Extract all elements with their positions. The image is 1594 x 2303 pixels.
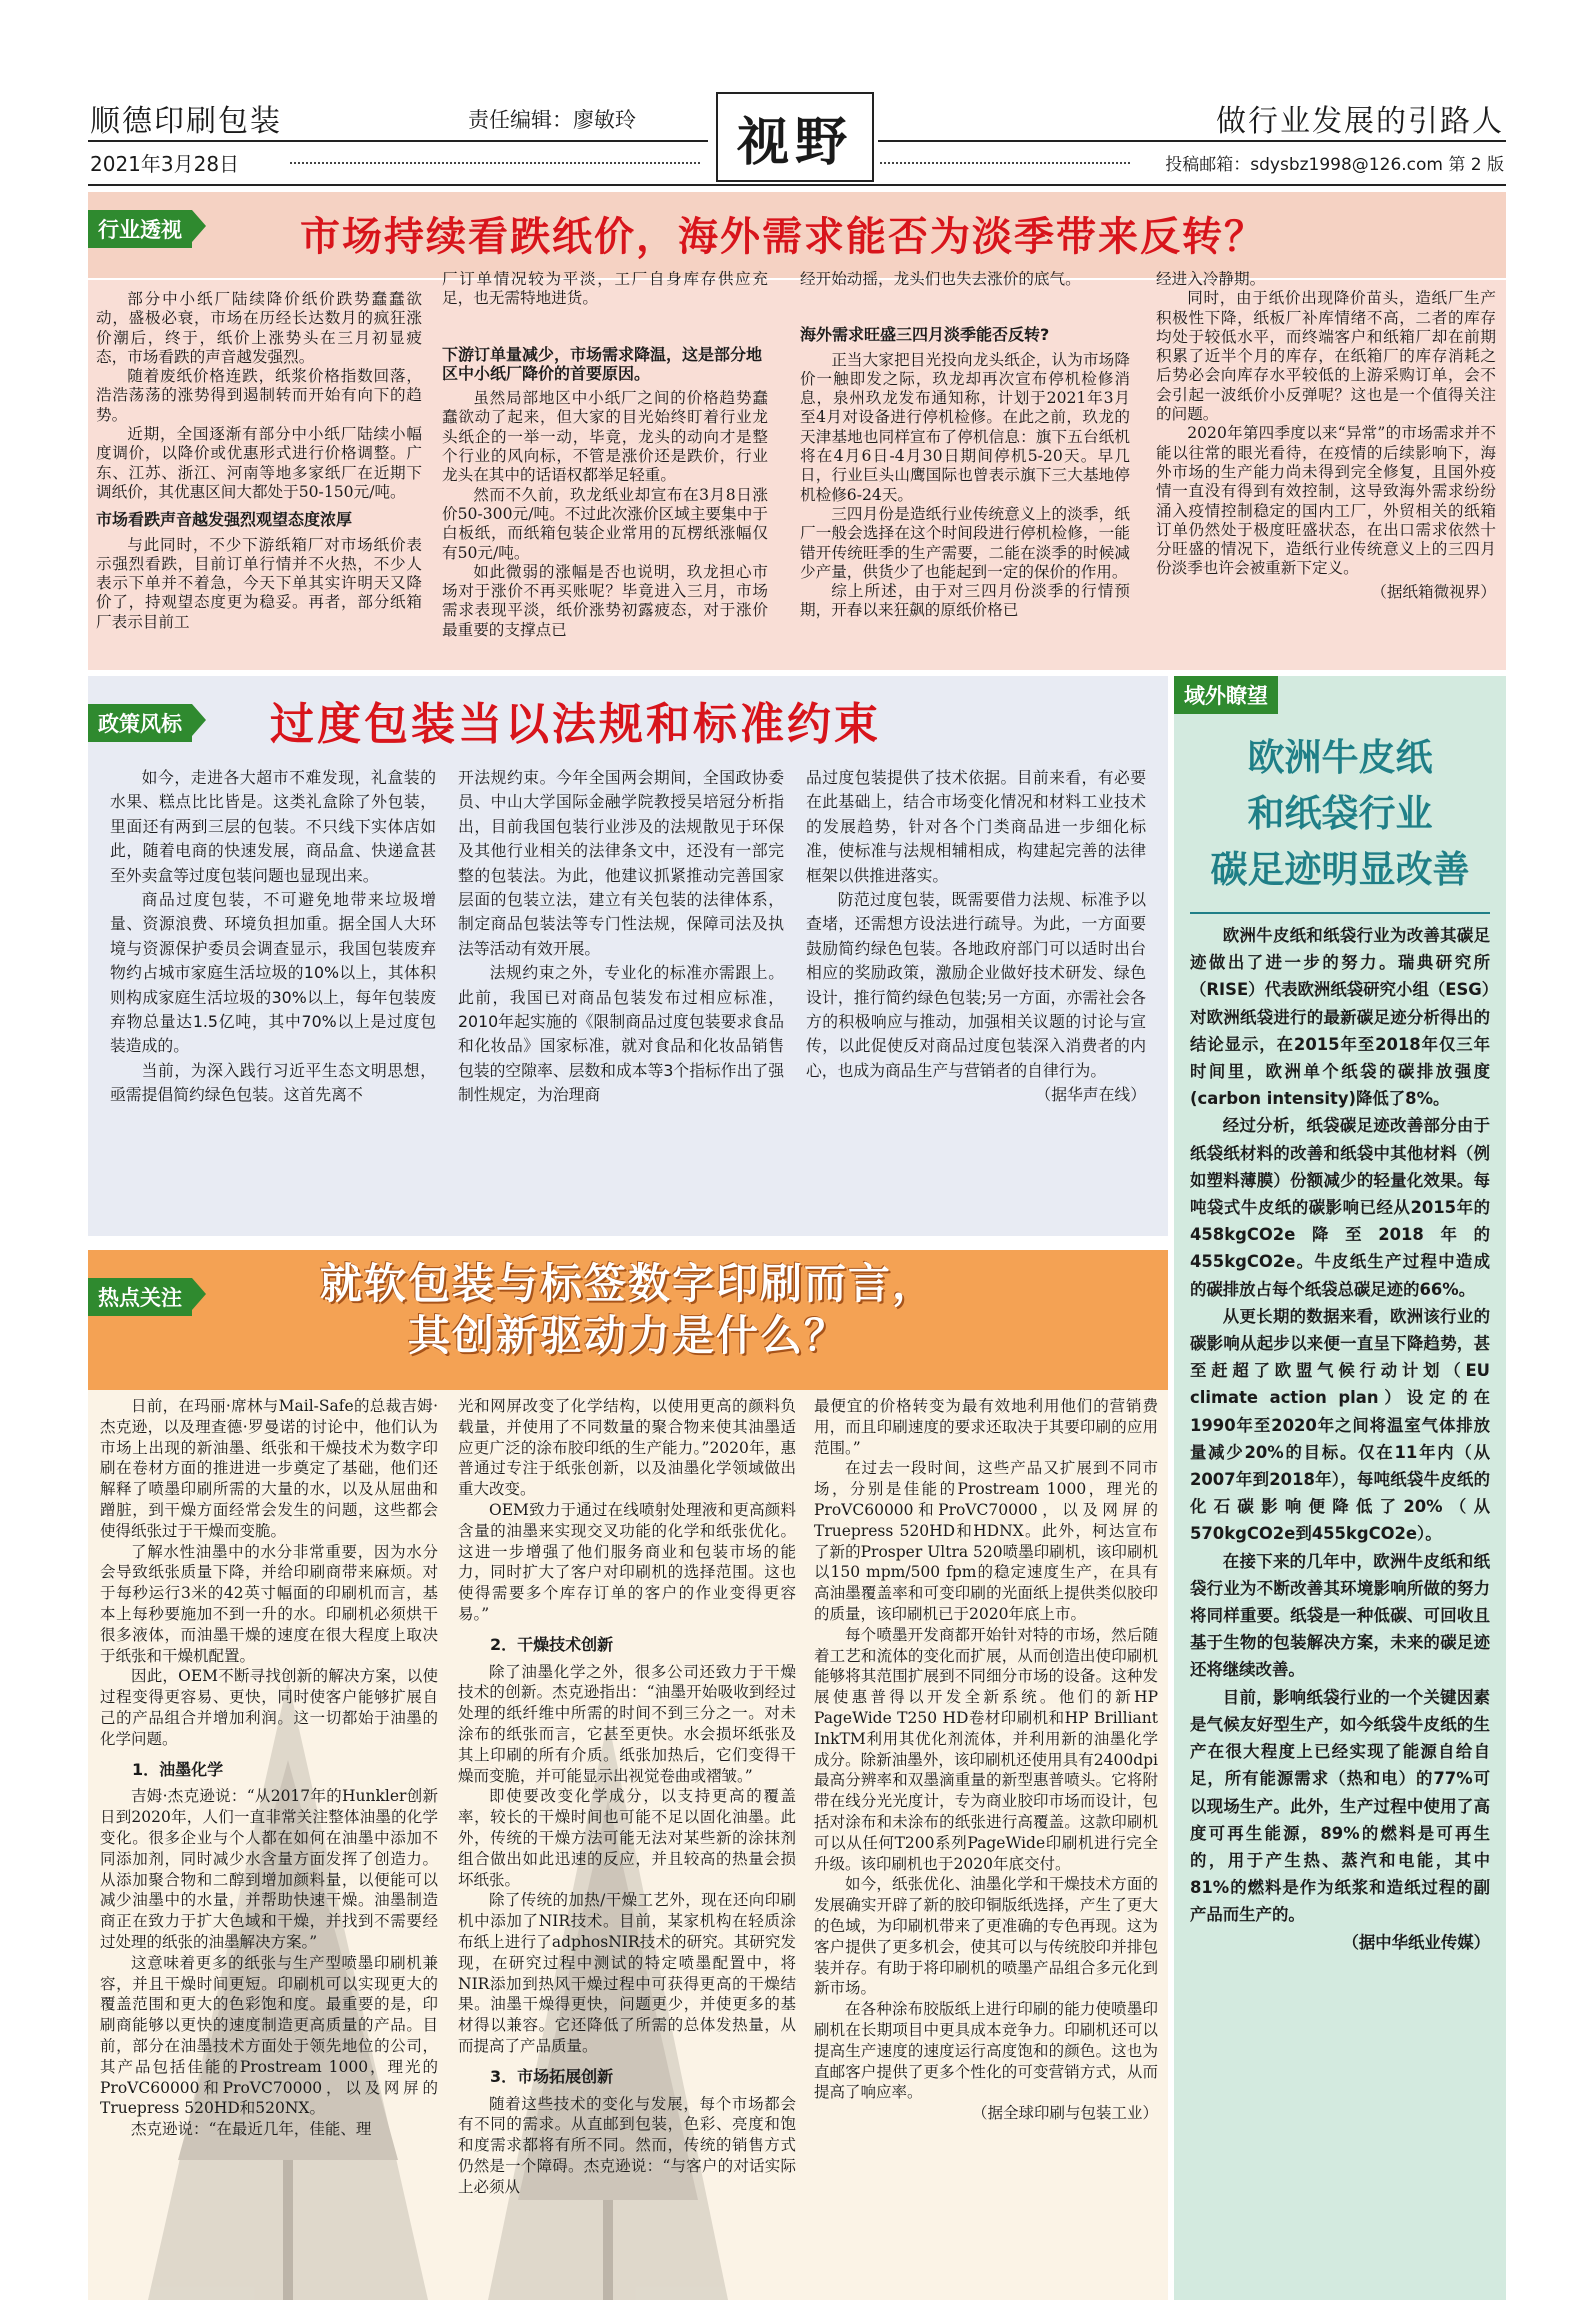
paragraph: 欧洲牛皮纸和纸袋行业为改善其碳足迹做出了进一步的努力。瑞典研究所（RISE）代表欧洲纸袋研究小组（ESG）对欧洲纸袋进行的最新碳足迹分析得出的结论显示，在2015年至2018年仅三年时间里，欧洲单个纸袋的碳排放强度(carbon intensity)降低了8%。 xyxy=(1190,926,1490,1109)
article1-subheading: 海外需求旺盛三四月淡季能否反转? xyxy=(800,325,1050,345)
paragraph: 如此微弱的涨幅是否也说明，玖龙担心市场对于涨价不再买账呢？毕竟进入三月，市场需求表现平淡，纸价涨势初露疲态，对于涨价最重要的支撑点已 xyxy=(442,562,768,639)
article1-col4 xyxy=(1156,270,1496,602)
article1-source: （据纸箱微视界） xyxy=(1371,582,1496,601)
article1-title: 市场持续看跌纸价，海外需求能否为淡季带来反转？ xyxy=(300,214,1266,260)
paragraph: 了解水性油墨中的水分非常重要，因为水分会导致纸张质量下降，并给印刷商带来麻烦。对于每秒运行3米的42英寸幅面的印刷机而言，基本上每秒要施加不到一升的水。印刷机必须烘干很多液体，而油墨干燥的速度在很大程度上取决于纸张和干燥机配置。 xyxy=(100,1542,438,1665)
paragraph: 防范过度包装，既需要借力法规、标准予以查堵，还需想方设法进行疏导。为此，一方面要鼓励简约绿色包装。各地政府部门可以适时出台相应的奖励政策，激励企业做好技术研发、绿色设计，推行简约绿色包装;另一方面，亦需社会各方的积极响应与推动，加强相关议题的讨论与宣传，以此促使反对商品过度包装深入消费者的内心，也成为商品生产与营销者的自律行为。 xyxy=(806,890,1146,1080)
article3-col2 xyxy=(458,1396,796,2197)
paragraph: 经过分析，纸袋碳足迹改善部分由于纸袋纸材料的改善和纸袋中其他材料（例如塑料薄膜）份额减少的轻量化效果。每吨袋式牛皮纸的碳影响已经从2015年的458kgCO2e降至2018年的455kgCO2e。牛皮纸生产过程中造成的碳排放占每个纸袋总碳足迹的66%。 xyxy=(1190,1116,1490,1299)
article3-subheading: 1．油墨化学 xyxy=(132,1759,224,1779)
editor-credit: 责任编辑：廖敏玲 xyxy=(468,108,636,132)
paragraph: 2020年第四季度以来“异常”的市场需求并不能以往常的眼光看待，在疫情的后续影响下，海外市场的生产能力尚未得到完全修复，且国外疫情一直没有得到有效控制，这导致海外需求纷纷涌入疫情控制稳定的国内工厂，外贸相关的纸箱订单仍然处于极度旺盛状态，在出口需求依然十分旺盛的情况下，造纸行业传统意义上的三四月份淡季也许会被重新下定义。 xyxy=(1156,424,1496,578)
paragraph: 如今，纸张优化、油墨化学和干燥技术方面的发展确实开辟了新的胶印铜版纸选择，产生了更大的色域，为印刷机带来了更准确的专色再现。这为客户提供了更多机会，使其可以与传统胶印并排包装并存。有助于将印刷机的喷墨产品组合多元化到新市场。 xyxy=(814,1875,1158,1998)
paragraph: 杰克逊说：“在最近几年，佳能、理 xyxy=(131,2120,372,2139)
article2-col2 xyxy=(458,766,784,1108)
paragraph: 如今，走进各大超市不难发现，礼盒装的水果、糕点比比皆是。这类礼盒除了外包装，里面还有两到三层的包装。不只线下实体店如此，随着电商的快速发展，商品盒、快递盒甚至外卖盒等过度包装问题也显现出来。 xyxy=(110,768,436,885)
paragraph: 在过去一段时间，这些产品又扩展到不同市场，分别是佳能的Prostream 1000，理光的ProVC60000和ProVC70000，以及网屏的Truepress 520HD和HDNX。此外，柯达宣布了新的Prosper Ultra 520喷墨印刷机，该印刷机以150 mpm/500 fpm的稳定速度生产，在具有高油墨覆盖率和可变印刷的光面纸上提供类似胶印的质量，该印刷机已于2020年底上市。 xyxy=(814,1459,1158,1623)
paragraph: 然而不久前，玖龙纸业却宣布在3月8日涨价50-300元/吨。不过此次涨价区域主要集中于白板纸，而纸箱包装企业常用的瓦楞纸涨幅仅有50元/吨。 xyxy=(442,485,768,562)
paragraph: 当前，为深入践行习近平生态文明思想，亟需提倡简约绿色包装。这首先离不 xyxy=(110,1060,436,1105)
sidebar-title xyxy=(1174,730,1506,898)
paragraph: 目前，影响纸袋行业的一个关键因素是气候友好型生产，如今纸袋牛皮纸的生产在很大程度上已经实现了能源自给自足，所有能源需求（热和电）的77%可以现场生产。此外，生产过程中使用了高度可再生能源，89%的燃料是可再生的，用于产生热、蒸汽和电能，其中81%的燃料是作为纸浆和造纸过程的副产品而生产的。 xyxy=(1190,1687,1490,1925)
article3-col3 xyxy=(814,1396,1158,2124)
article3-title-line: 就软包装与标签数字印刷而言， xyxy=(319,1259,936,1308)
article2-source: （据华声在线） xyxy=(1035,1085,1146,1105)
contact-email: 投稿邮箱：sdysbz1998@126.com 第 2 版 xyxy=(1165,155,1504,175)
paragraph: OEM致力于通过在线喷射处理液和更高颜料含量的油墨来实现交叉功能的化学和纸张优化。这进一步增强了他们服务商业和包装市场的能力，同时扩大了客户对印刷机的选择范围。这也使得需要多个库存订单的客户的作业变得更容易。” xyxy=(458,1500,796,1623)
sidebar-source: （据中华纸业传媒） xyxy=(1342,1932,1490,1952)
article3-source: （据全球印刷与包装工业） xyxy=(971,2104,1158,2123)
article2-title: 过度包装当以法规和标准约束 xyxy=(270,699,881,750)
paragraph: 厂订单情况较为平淡，工厂自身库存供应充足，也无需特地进货。 xyxy=(442,270,768,308)
paragraph: 光和网屏改变了化学结构，以使用更高的颜料负载量，并使用了不同数量的聚合物来使其油墨适应更广泛的涂布胶印纸的生产能力。”2020年，惠普通过专注于纸张创新，以及油墨化学领域做出重大改变。 xyxy=(458,1397,796,1499)
article2-tag: 政策风标 xyxy=(88,704,192,742)
paragraph: 除了传统的加热/干燥工艺外，现在还向印刷机中添加了NIR技术。目前，某家机构在轻质涂布纸上进行了adphosNIR技术的研究。其研究发现，在研究过程中测试的特定喷墨配置中，将NIR添加到热风干燥过程中可获得更高的干燥结果。油墨干燥得更快，问题更少，并使更多的基材得以兼容。它还降低了所需的总体发热量，从而提高了产品质量。 xyxy=(458,1891,796,2055)
paragraph: 经开始动摇，龙头们也失去涨价的底气。 xyxy=(800,270,1081,288)
paragraph: 吉姆·杰克逊说：“从2017年的Hunkler创新日到2020年，人们一直非常关注整体油墨的化学变化。很多企业与个人都在如何在油墨中添加不同添加剂，同时减少水含量方面发挥了创造力。从添加聚合物和二醇到增加颜料量，以便能可以减少油墨中的水量，并帮助快速干燥。油墨制造商正在致力于扩大色域和干燥，并找到不需要经过处理的纸张的油墨解决方案。” xyxy=(100,1787,438,1951)
paragraph: 在接下来的几年中，欧洲牛皮纸和纸袋行业为不断改善其环境影响所做的努力将同样重要。纸袋是一种低碳、可回收且基于生物的包装解决方案，未来的碳足迹还将继续改善。 xyxy=(1190,1551,1490,1680)
header-rule xyxy=(88,184,1506,186)
sidebar-body xyxy=(1190,922,1490,1956)
paragraph: 最便宜的价格转变为最有效地利用他们的营销费用，而且印刷速度的要求还取决于其要印刷的应用范围。” xyxy=(814,1397,1158,1457)
article1-subheading: 市场看跌声音越发强烈观望态度浓厚 xyxy=(96,510,353,530)
paragraph: 法规约束之外，专业化的标准亦需跟上。此前，我国已对商品包装发布过相应标准，2010年起实施的《限制商品过度包装要求食品和化妆品》国家标准，就对食品和化妆品销售包装的空隙率、层数和成本等3个指标作出了强制性规定，为治理商 xyxy=(458,963,784,1105)
issue-date: 2021年3月28日 xyxy=(90,152,240,176)
article3-tag: 热点关注 xyxy=(88,1278,192,1316)
paragraph: 近期，全国逐渐有部分中小纸厂陆续小幅度调价，以降价或优惠形式进行价格调整。广东、江苏、浙江、河南等地多家纸厂在近期下调纸价，其优惠区间大都处于50-150元/吨。 xyxy=(96,425,422,501)
article1-col2 xyxy=(442,270,768,640)
paragraph: 从更长期的数据来看，欧洲该行业的碳影响从起步以来便一直呈下降趋势，甚至赶超了欧盟气候行动计划（EU climate action plan）设定的在1990年至2020年之间将温室气体排放量减少20%的目标。仅在11年内（从2007年到2018年），每吨纸袋牛皮纸的化石碳影响便降低了20%（从570kgCO2e到455kgCO2e）。 xyxy=(1190,1306,1490,1544)
paragraph: 即使要改变化学成分，以支持更高的覆盖率，较长的干燥时间也可能不足以固化油墨。此外，传统的干燥方法可能无法对某些新的涂抹剂组合做出如此迅速的反应，并且较高的热量会损坏纸张。 xyxy=(458,1787,796,1889)
header-dots xyxy=(290,162,700,164)
article3-subheading: 2．干燥技术创新 xyxy=(490,1634,614,1654)
paragraph: 这意味着更多的纸张与生产型喷墨印刷机兼容，并且干燥时间更短。印刷机可以实现更大的覆盖范围和更大的色彩饱和度。最重要的是，印刷商能够以更快的速度制造更高质量的产品。目前，部分在油墨技术方面处于领先地位的公司，其产品包括佳能的Prostream 1000，理光的ProVC60000和ProVC70000，以及网屏的Truepress 520HD和520NX。 xyxy=(100,1953,438,2118)
paper-name: 顺德印刷包装 xyxy=(90,104,282,139)
paragraph: 同时，由于纸价出现降价苗头，造纸厂生产积极性下降，纸板厂补库情绪不高，二者的库存均处于较低水平，而终端客户和纸箱厂却在前期积累了近半个月的库存，在纸箱厂的库存消耗之后势必会向库存水平较低的上游采购订单，会不会引起一波纸价小反弹呢？这也是一个值得关注的问题。 xyxy=(1156,289,1496,424)
paragraph: 正当大家把目光投向龙头纸企，认为市场降价一触即发之际，玖龙却再次宣布停机检修消息，泉州玖龙发布通知称，计划于2021年3月至4月对设备进行停机检修。在此之前，玖龙的天津基地也同样宣布了停机信息：旗下五台纸机将在4月6日-4月30日期间停机5-20天。早几日，行业巨头山鹰国际也曾表示旗下三大基地停机检修6-24天。 xyxy=(800,350,1130,504)
article3-title-line: 其创新驱动力是什么？ xyxy=(407,1311,848,1360)
paragraph: 三四月份是造纸行业传统意义上的淡季，纸厂一般会选择在这个时间段进行停机检修，一能错开传统旺季的生产需要，二能在淡季的时候减少产量，供货少了也能起到一定的保价的作用。 xyxy=(800,504,1130,581)
paragraph: 商品过度包装，不可避免地带来垃圾增量、资源浪费、环境负担加重。据全国人大环境与资源保护委员会调查显示，我国包装废弃物约占城市家庭生活垃圾的10%以上，其体积则构成家庭生活垃圾的30%以上，每年包装废弃物总量达1.5亿吨，其中70%以上是过度包装造成的。 xyxy=(110,890,436,1056)
paragraph: 随着废纸价格连跌，纸浆价格指数回落，浩浩荡荡的涨势得到遏制转而开始有向下的趋势。 xyxy=(96,367,422,424)
paragraph: 部分中小纸厂陆续降价纸价跌势蠢蠢欲动，盛极必衰，市场在历经长达数月的疯狂涨价潮后，终于，纸价上涨势头在三月初显疲态，市场看跌的声音越发强烈。 xyxy=(96,290,422,366)
sidebar-title-line: 欧洲牛皮纸 xyxy=(1247,736,1433,779)
paragraph: 综上所述，由于对三四月份淡季的行情预期，开春以来狂飙的原纸价格已 xyxy=(800,582,1130,620)
paragraph: 经进入冷静期。 xyxy=(1156,270,1266,288)
paragraph: 除了油墨化学之外，很多公司还致力于干燥技术的创新。杰克逊指出：“油墨开始吸收到经过处理的纸纤维中所需的时间不到三分之一。对未涂布的纸张而言，它甚至更快。水会损坏纸张及其上印刷的所有介质。纸张加热后，它们变得干燥而变脆，并可能显示出视觉卷曲或褶皱。” xyxy=(458,1662,796,1785)
sidebar-title-line: 碳足迹明显改善 xyxy=(1210,848,1470,891)
sidebar-title-line: 和纸袋行业 xyxy=(1247,792,1433,835)
paragraph: 与此同时，不少下游纸箱厂对市场纸价表示强烈看跌，目前订单行情并不火热，不少人表示下单并不着急，今天下单其实许明天又降价了，持观望态度更为稳妥。再者，部分纸箱厂表示目前工 xyxy=(96,535,422,631)
sidebar-rule xyxy=(1190,912,1490,914)
header-rule xyxy=(878,140,1506,142)
article3-subheading: 3．市场拓展创新 xyxy=(490,2066,614,2086)
paragraph: 在各种涂布胶版纸上进行印刷的能力使喷墨印刷机在长期项目中更具成本竞争力。印刷机还可以提高生产速度的速度运行高度饱和的颜色。这也为直邮客户提供了更多个性化的可变营销方式，从而提高了响应率。 xyxy=(814,2000,1158,2102)
sidebar-tag: 域外瞭望 xyxy=(1174,676,1278,714)
paragraph: 开法规约束。今年全国两会期间，全国政协委员、中山大学国际金融学院教授吴培冠分析指出，目前我国包装行业涉及的法规散见于环保及其他行业相关的法律条文中，还没有一部完整的包装法。为此，他建议抓紧推动完善国家层面的包装立法，建立有关包装的法律体系，制定商品包装法等专门性法规，保障司法及执法等活动有效开展。 xyxy=(458,768,784,958)
section-title: 视野 xyxy=(716,92,874,182)
header-rule xyxy=(88,140,708,142)
paragraph: 虽然局部地区中小纸厂之间的价格趋势蠢蠢欲动了起来，但大家的目光始终盯着行业龙头纸企的一举一动，毕竟，龙头的动向才是整个行业的风向标，不管是涨价还是跌价，行业龙头在其中的话语权都举足轻重。 xyxy=(442,389,768,485)
article2-col3 xyxy=(806,766,1146,1108)
article1-subheading: 下游订单量减少，市场需求降温，这是部分地区中小纸厂降价的首要原因。 xyxy=(442,344,763,383)
paragraph: 随着这些技术的变化与发展，每个市场都会有不同的需求。从直邮到包装，色彩、亮度和饱和度需求都将有所不同。然而，传统的销售方式仍然是一个障碍。杰克逊说：“与客户的对话实际上必须从 xyxy=(458,2094,796,2196)
paragraph: 因此，OEM不断寻找创新的解决方案，以使过程变得更容易、更快，同时使客户能够扩展自己的产品组合并增加利润。这一切都始于油墨的化学问题。 xyxy=(100,1667,438,1748)
paragraph: 每个喷墨开发商都开始针对特的市场，然后随着工艺和流体的变化而扩展，从而创造出使印刷机能够将其范围扩展到不同细分市场的设备。这种发展使惠普得以开发全新系统。他们的新HP PageWide T250 HD卷材印刷机和HP Brilliant InkTM利用其优化剂流体，并利用新的油墨化学成分。除新油墨外，该印刷机还使用具有2400dpi最高分辨率和双墨滴重量的新型惠普喷头。它将附带在线分光光度计，专为商业胶印市场而设计，包括对涂布和未涂布的纸张进行高覆盖。这款印刷机可以从任何T200系列PageWide印刷机进行完全升级。该印刷机也于2020年底交付。 xyxy=(814,1625,1158,1873)
header-dots xyxy=(880,162,1130,164)
article3-title xyxy=(88,1258,1168,1362)
article2-col1 xyxy=(110,766,436,1108)
article1-tag: 行业透视 xyxy=(88,210,192,248)
article1-col1 xyxy=(96,290,422,632)
paragraph: 日前，在玛丽·席林与Mail-Safe的总裁吉姆·杰克逊，以及理查德·罗曼诺的讨论中，他们认为市场上出现的新油墨、纸张和干燥技术为数字印刷在卷材方面的推进进一步奠定了基础，他们还解释了喷墨印刷所需的大量的水，以及从屈曲和蹭脏，到干燥方面经常会发生的问题，这些都会使得纸张过于干燥而变脆。 xyxy=(100,1397,438,1540)
article3-col1 xyxy=(100,1396,438,2140)
article1-col3 xyxy=(800,270,1130,621)
paper-slogan: 做行业发展的引路人 xyxy=(1216,104,1504,139)
paragraph: 品过度包装提供了技术依据。目前来看，有必要在此基础上，结合市场变化情况和材料工业技术的发展趋势，针对各个门类商品进一步细化标准，使标准与法规相辅相成，构建起完善的法律框架以供推进落实。 xyxy=(806,768,1146,885)
